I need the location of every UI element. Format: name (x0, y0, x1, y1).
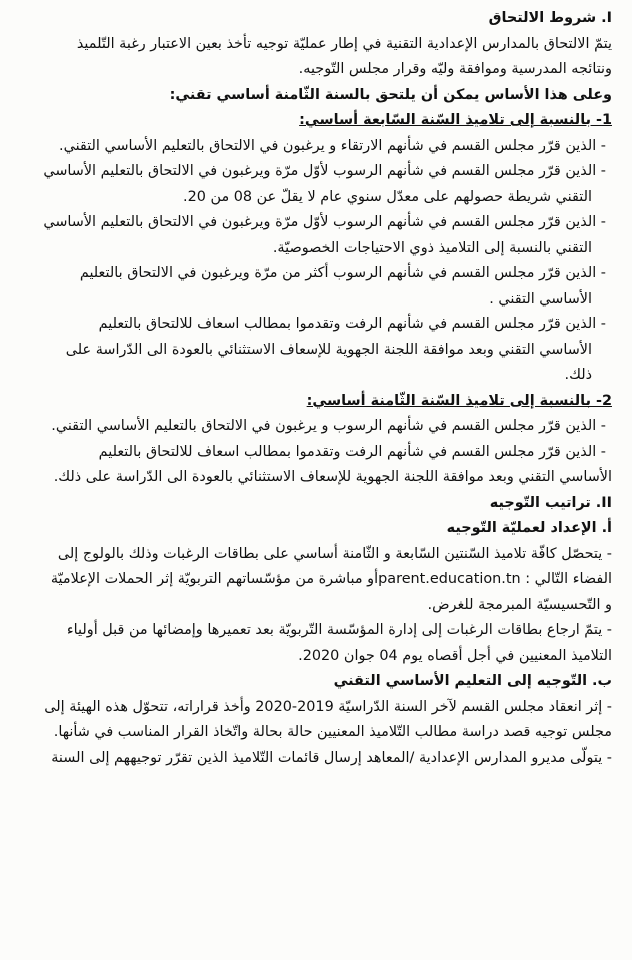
paragraph-line: التلاميذ المعنيين في أجل أقصاه يوم 04 جوان 2020. (298, 647, 612, 664)
paragraph-line: و التّحسيسيّة المبرمجة للغرض. (427, 596, 612, 613)
list-item-continuation: الأساسي التقني وبعد موافقة اللجنة الجهوية للإسعاف الاستثنائي بالعودة الى الدّراسة على (65, 341, 592, 358)
list-item: - الذين قرّر مجلس القسم في شأنهم الرسوب أكثر من مرّة ويرغبون في الالتحاق بالتعليم (79, 265, 606, 281)
paragraph-line: مجلس توجيه قصد دراسة مطالب التّلاميذ المعنيين حالة بحالة واتّخاذ القرار المناسب في شأنها. (53, 724, 612, 740)
paragraph-line: - يتحصّل كافّة تلاميذ السّنتين السّابعة و الثّامنة أساسي على بطاقات الرغبات وذلك بالولوج إلى (57, 545, 612, 562)
list-item: - الذين قرّر مجلس القسم في شأنهم الرسوب لأوّل مرّة ويرغبون في الالتحاق بالتعليم الأساسي (43, 163, 606, 179)
list-item-continuation: التقني شريطة حصولهم على معدّل سنوي عام لا يقلّ عن 08 من 20. (183, 188, 592, 205)
list-item: - الذين قرّر مجلس القسم في شأنهم الرفت وتقدموا بمطالب اسعاف للالتحاق بالتعليم (98, 443, 606, 460)
list-item: - الذين قرّر مجلس القسم في شأنهم الرسوب و يرغبون في الالتحاق بالتعليم الأساسي التقني. (51, 418, 606, 434)
list-item: - الذين قرّر مجلس القسم في شأنهم الرسوب لأوّل مرّة ويرغبون في الالتحاق بالتعليم الأساسي (43, 214, 606, 230)
list-item-continuation: الأساسي التقني وبعد موافقة اللجنة الجهوية للإسعاف الاستثنائي بالعودة الى الدّراسة على ذلك. (53, 469, 612, 485)
subsection-2-title: 2- بالنسبة إلى تلاميذ السّنة الثّامنة أساسي: (306, 392, 612, 409)
list-item-continuation: التقني بالنسبة إلى التلاميذ ذوي الاحتياجات الخصوصيّة. (272, 239, 592, 256)
paragraph-line: - يتمّ ارجاع بطاقات الرغبات إلى إدارة المؤسّسة التّربويّة بعد تعميرها وإمضائها من قبل أولياء (66, 622, 612, 638)
section-2-heading: II. تراتيب التّوجيه (489, 494, 612, 511)
list-item: - الذين قرّر مجلس القسم في شأنهم الارتقاء و يرغبون في الالتحاق بالتعليم الأساسي التقني. (59, 137, 606, 154)
list-item: - الذين قرّر مجلس القسم في شأنهم الرفت وتقدموا بمطالب اسعاف للالتحاق بالتعليم (98, 316, 606, 332)
intro-line: ونتائجه المدرسية وموافقة وليّه وقرار مجلس التّوجيه. (298, 61, 612, 77)
paragraph-line: - يتولّى مديرو المدارس الإعدادية /المعاهد إرسال قائمات التّلاميذ الذين تقرّر توجيههم إلى السنة (51, 749, 612, 766)
intro-line: يتمّ الالتحاق بالمدارس الإعدادية التقنية في إطار عمليّة توجيه تأخذ بعين الاعتبار رغبة التّلميذ (76, 35, 612, 52)
subsection-b-title: ب. التّوجيه إلى التعليم الأساسي التقني (333, 673, 612, 689)
paragraph-line: - إثر انعقاد مجلس القسم لآخر السنة الدّراسيّة 2019-2020 وأخذ قراراته، تتحوّل هذه الهيئة إلى (44, 698, 612, 715)
list-item-continuation: الأساسي التقني . (489, 290, 592, 307)
subsection-1-title: 1- بالنسبة إلى تلاميذ السّنة السّابعة أساسي: (299, 112, 612, 128)
paragraph-line: الفضاء التّالي : parent.education.tnأو مباشرة من مؤسّساتهم التربويّة إثر الحملات الإعلاميّة (50, 571, 612, 587)
basis-statement: وعلى هذا الأساس يمكن أن يلتحق بالسنة الثّامنة أساسي تقني: (169, 86, 612, 103)
subsection-a-title: أ. الإعداد لعمليّة التّوجيه (446, 520, 612, 536)
list-item-continuation: ذلك. (564, 367, 592, 383)
section-1-heading: I. شروط الالتحاق (488, 10, 612, 26)
